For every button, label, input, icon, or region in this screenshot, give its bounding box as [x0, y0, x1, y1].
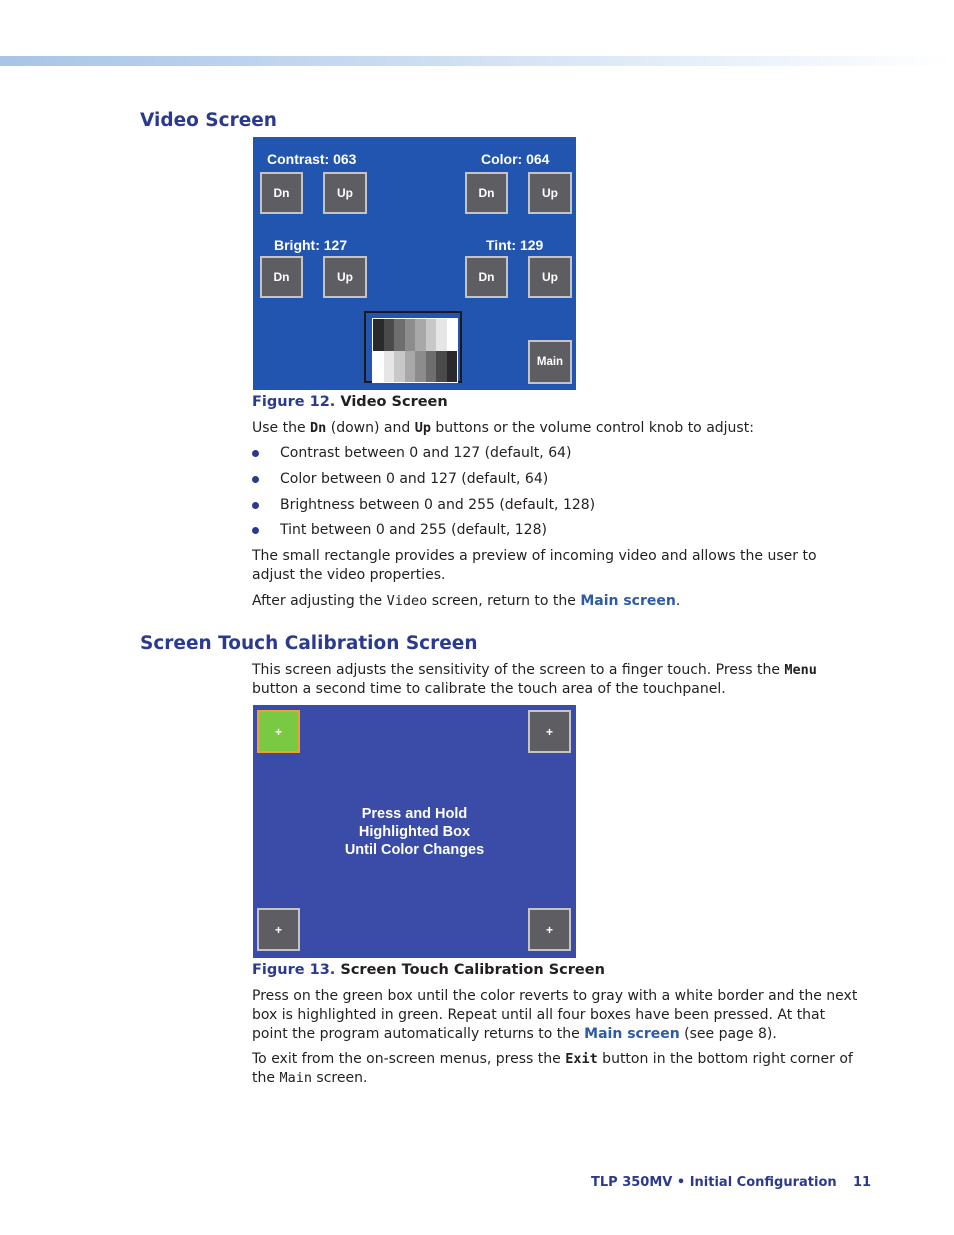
calibration-box-top-left[interactable]: + — [257, 710, 300, 753]
bullet-text: Brightness between 0 and 255 (default, 128) — [280, 497, 596, 513]
grayscale-swatch — [436, 351, 447, 383]
grayscale-swatch — [373, 319, 384, 351]
color-label: Color: 064 — [481, 151, 550, 167]
footer-title: TLP 350MV • Initial Configuration — [591, 1175, 837, 1190]
calibration-box-top-right[interactable]: + — [528, 710, 571, 753]
figure-13-caption — [252, 962, 605, 978]
grayscale-swatch — [384, 319, 395, 351]
contrast-up-button[interactable]: Up — [323, 172, 367, 214]
bullet-text: Contrast between 0 and 127 (default, 64) — [280, 445, 572, 461]
grayscale-swatch — [426, 351, 437, 383]
calibration-box-bottom-right[interactable]: + — [528, 908, 571, 951]
figure-13-number: Figure 13. — [252, 962, 336, 978]
dn-keyword: Dn — [310, 420, 327, 436]
video-preview-window[interactable] — [364, 311, 462, 383]
main-button[interactable]: Main — [528, 340, 572, 384]
bullet-icon — [252, 476, 259, 483]
grayscale-swatch — [405, 319, 416, 351]
instruction-line-1: Press and Hold — [361, 806, 468, 822]
after-text-a: After adjusting the — [252, 593, 387, 609]
instruction-line-3: Until Color Changes — [344, 842, 485, 858]
contrast-dn-button[interactable]: Dn — [260, 172, 303, 214]
grayscale-swatch — [426, 319, 437, 351]
grayscale-swatch — [384, 351, 395, 383]
grayscale-swatch — [373, 351, 384, 383]
grayscale-swatch — [415, 319, 426, 351]
figure-12-number: Figure 12. — [252, 394, 336, 410]
main-screen-link[interactable]: Main screen — [580, 593, 676, 609]
calibration-instruction — [253, 805, 576, 859]
grayscale-row-bottom — [373, 351, 457, 383]
calibration-box-bottom-left[interactable]: + — [257, 908, 300, 951]
intro-text-a: Use the — [252, 420, 311, 436]
after-adjusting-paragraph — [252, 592, 862, 611]
video-screen-heading: Video Screen — [140, 110, 277, 131]
instruction-line-2: Highlighted Box — [358, 824, 471, 840]
main-keyword: Main — [279, 1070, 312, 1086]
press-text-b: (see page 8). — [679, 1026, 777, 1042]
grayscale-swatch — [447, 351, 458, 383]
after-text-b: screen, return to the — [427, 593, 581, 609]
tint-up-button[interactable]: Up — [528, 256, 572, 298]
intro-text-c: buttons or the volume control knob to adjust: — [430, 420, 754, 436]
bright-label: Bright: 127 — [274, 237, 348, 253]
figure-12-caption — [252, 394, 448, 410]
bullet-icon — [252, 527, 259, 534]
cal-intro-text-b: button a second time to calibrate the touch area of the touchpanel. — [252, 681, 726, 697]
contrast-label: Contrast: 063 — [267, 151, 357, 167]
exit-note-paragraph — [252, 1050, 862, 1088]
exit-text-c: screen. — [311, 1070, 368, 1086]
calibration-screen-panel — [253, 705, 576, 958]
grayscale-swatch — [394, 319, 405, 351]
color-up-button[interactable]: Up — [528, 172, 572, 214]
exit-text-a: To exit from the on-screen menus, press the — [252, 1051, 566, 1067]
calibration-screen-heading: Screen Touch Calibration Screen — [140, 633, 478, 654]
press-note-paragraph — [252, 987, 862, 1044]
exit-text-b: button in the bottom right corner of the — [252, 1051, 853, 1086]
bullet-text: Tint between 0 and 255 (default, 128) — [280, 522, 547, 538]
figure-12-title: Video Screen — [340, 394, 448, 410]
cal-intro-text-a: This screen adjusts the sensitivity of the screen to a finger touch. Press the — [252, 662, 785, 678]
tint-label: Tint: 129 — [486, 237, 544, 253]
exit-keyword: Exit — [565, 1051, 598, 1067]
main-screen-link[interactable]: Main screen — [584, 1026, 680, 1042]
grayscale-swatch — [394, 351, 405, 383]
figure-13-title: Screen Touch Calibration Screen — [340, 962, 605, 978]
header-gradient-bar — [0, 56, 954, 66]
color-dn-button[interactable]: Dn — [465, 172, 508, 214]
bullet-icon — [252, 502, 259, 509]
video-intro-paragraph — [252, 419, 862, 438]
bullet-icon — [252, 450, 259, 457]
video-screen-panel — [253, 137, 576, 390]
press-text-a: Press on the green box until the color reverts to gray with a white border and the next box is highlighted in green. Repeat until all four boxes have been pressed. At that point the program automatically returns to the — [252, 988, 858, 1042]
video-keyword: Video — [386, 593, 428, 609]
menu-keyword: Menu — [784, 662, 817, 678]
calibration-intro-paragraph — [252, 661, 862, 699]
grayscale-test-pattern — [372, 318, 458, 383]
grayscale-swatch — [405, 351, 416, 383]
grayscale-swatch — [436, 319, 447, 351]
after-text-c: . — [675, 593, 681, 609]
intro-text-b: (down) and — [326, 420, 415, 436]
bullet-text: Color between 0 and 127 (default, 64) — [280, 471, 549, 487]
footer-page-number: 11 — [853, 1175, 872, 1190]
grayscale-swatch — [447, 319, 458, 351]
bright-up-button[interactable]: Up — [323, 256, 367, 298]
bright-dn-button[interactable]: Dn — [260, 256, 303, 298]
preview-note-paragraph: The small rectangle provides a preview of incoming video and allows the user to adjust the video properties. — [252, 548, 817, 583]
tint-dn-button[interactable]: Dn — [465, 256, 508, 298]
up-keyword: Up — [414, 420, 431, 436]
grayscale-row-top — [373, 319, 457, 351]
grayscale-swatch — [415, 351, 426, 383]
